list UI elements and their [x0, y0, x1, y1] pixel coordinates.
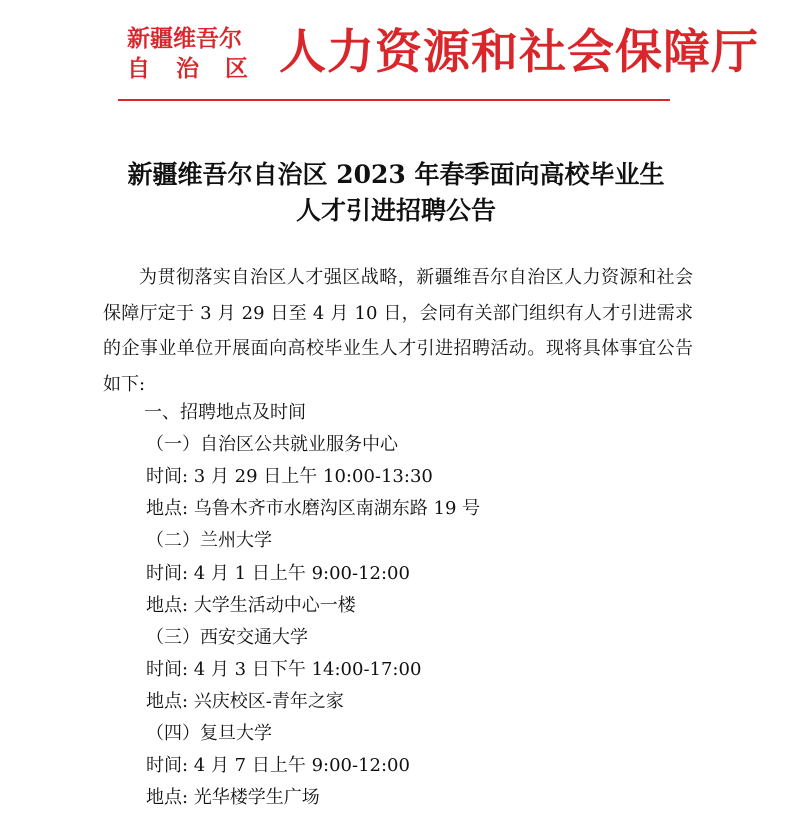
venue-time: 时间: 4 月 7 日上午 9:00-12:00 — [146, 755, 410, 776]
org-region-name — [127, 24, 277, 84]
document-title-line-2: 人才引进招聘公告 — [295, 196, 496, 225]
venue-name: （四）复旦大学 — [146, 723, 272, 744]
letterhead — [0, 0, 792, 110]
venue-time: 时间: 4 月 1 日上午 9:00-12:00 — [146, 563, 410, 584]
venue-name: （一）自治区公共就业服务中心 — [146, 434, 398, 455]
document-title-line-1: 新疆维吾尔自治区 2023 年春季面向高校毕业生 — [127, 160, 665, 189]
letterhead-divider — [118, 99, 670, 101]
org-region-line-1: 新疆维吾尔 — [127, 25, 242, 52]
venue-place: 地点: 乌鲁木齐市水磨沟区南湖东路 19 号 — [146, 498, 481, 519]
venue-name: （三）西安交通大学 — [146, 627, 308, 648]
venue-name: （二）兰州大学 — [146, 530, 272, 551]
venue-time: 时间: 4 月 3 日下午 14:00-17:00 — [146, 659, 422, 680]
org-region-line-2: 自治区 — [127, 55, 274, 82]
intro-paragraph: 为贯彻落实自治区人才强区战略，新疆维吾尔自治区人力资源和社会保障厅定于 3 月 29 日至 4 月 10 日，会同有关部门组织有人才引进需求的企事业单位开展面向高校毕业生人才引进招聘活动。现将具体事宜公告如下: — [103, 267, 693, 395]
venue-place: 地点: 兴庆校区-青年之家 — [146, 691, 344, 712]
section-heading: 一、招聘地点及时间 — [144, 402, 306, 423]
org-department-name: 人力资源和社会保障厅 — [279, 25, 759, 80]
venue-place: 地点: 光华楼学生广场 — [146, 787, 320, 808]
venue-place: 地点: 大学生活动中心一楼 — [146, 595, 356, 616]
venue-time: 时间: 3 月 29 日上午 10:00-13:30 — [146, 466, 433, 487]
